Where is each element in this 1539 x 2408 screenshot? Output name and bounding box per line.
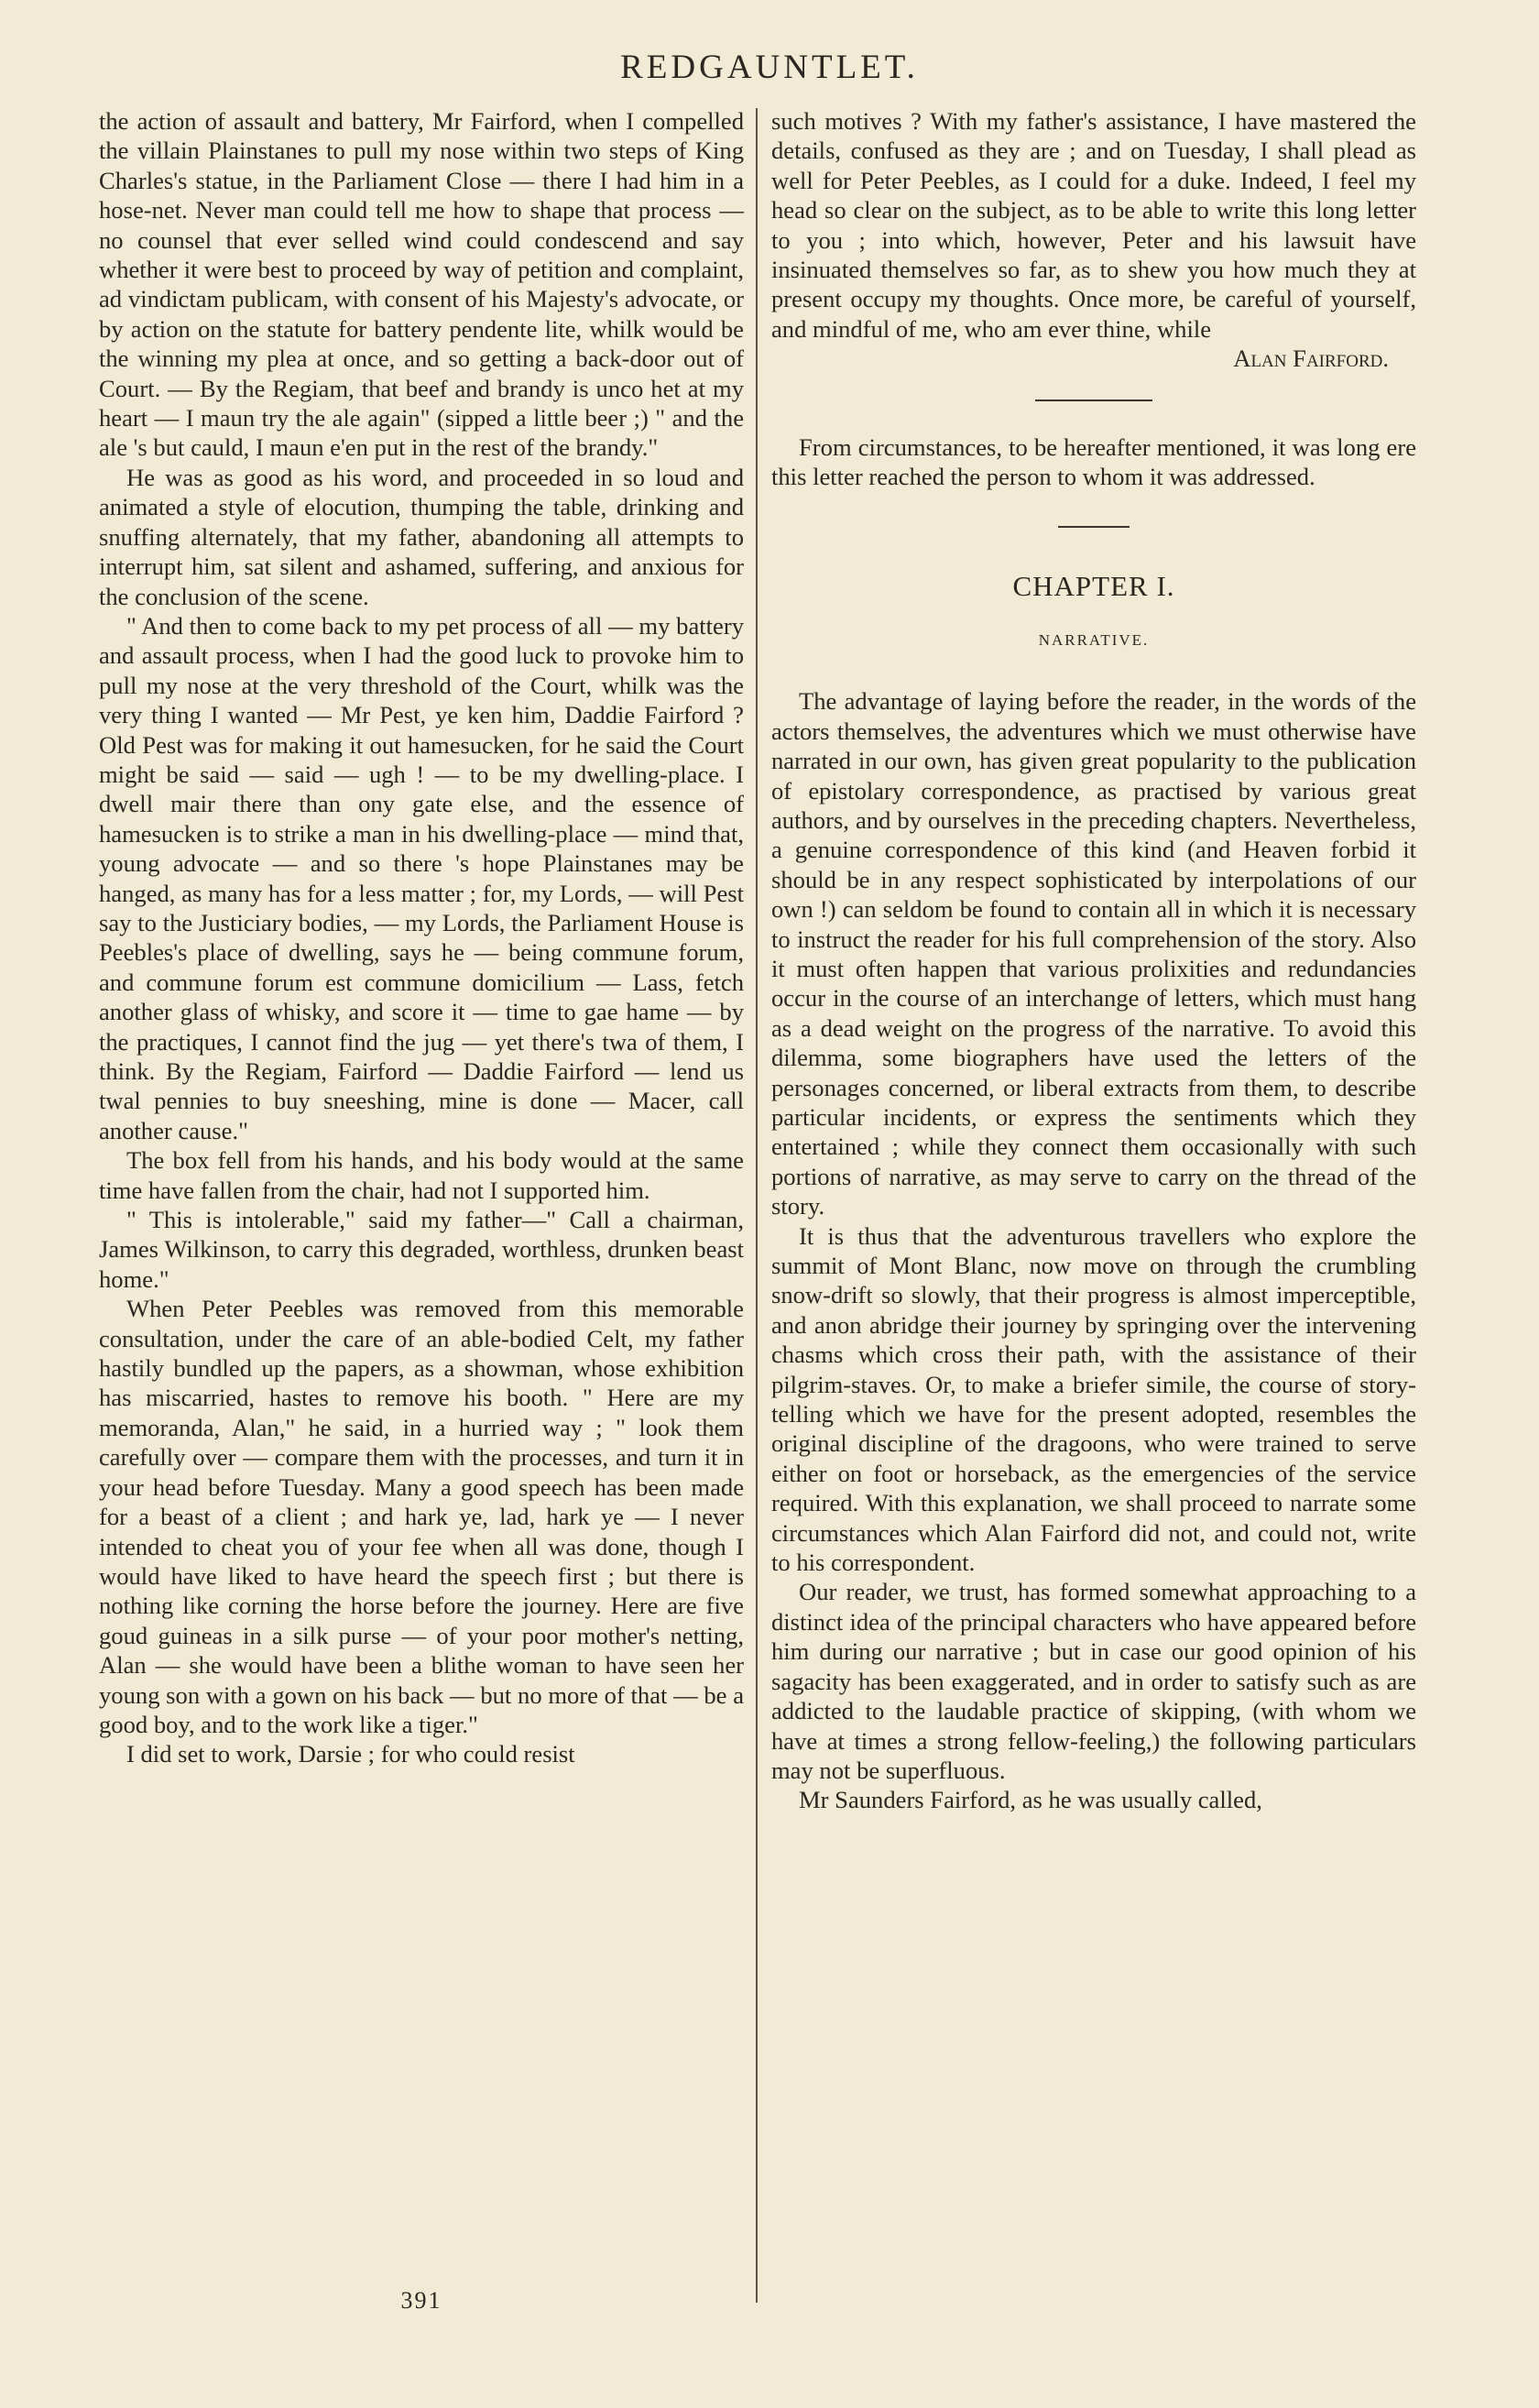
section-divider <box>1035 400 1152 401</box>
running-header: REDGAUNTLET. <box>620 49 919 86</box>
paragraph: the action of assault and battery, Mr Fairford, when I compelled the villain Plainstanes to pull my nose within two steps of King Charles's statue, in the Parliament Close — there I had him in a hose-net. Never man could tell me how to shape that process — no counsel that ever selled wind could condescend and say whether it were best to proceed by way of petition and complaint, ad vindictam publicam, with consent of his Majesty's advocate, or by action on the statute for battery pendente lite, whilk would be the winning my plea at once, and so getting a back-door out of Court. — By the Regiam, that beef and brandy is unco het at my heart — I maun try the ale again" (sipped a little beer ;) " and the ale 's but cauld, I maun e'en put in the rest of the brandy." <box>99 107 744 462</box>
paragraph: I did set to work, Darsie ; for who could resist <box>126 1740 575 1768</box>
paragraph: From circumstances, to be hereafter mentioned, it was long ere this letter reached the person to whom it was addressed. <box>771 432 1416 491</box>
chapter-title: CHAPTER I. <box>1012 570 1175 603</box>
paragraph: When Peter Peebles was removed from this memorable consultation, under the care of an able-bodied Celt, my father hastily bundled up the papers, as a showman, whose exhibition has miscarried, hastes to remove his booth. " Here are my memoranda, Alan," he said, in a hurried way ; " look them carefully over — compare them with the processes, and turn it in your head before Tuesday. Many a good speech has been made for a beast of a client ; and hark ye, lad, hark ye — I never intended to cheat you of your fee when all was done, though I would have liked to have heard the speech first ; but there is nothing like corning the horse before the journey. Here are five goud guineas in a silk purse — of your poor mother's netting, Alan — she would have been a blithe woman to have seen her young son with a gown on his back — but no more of that — be a good boy, and to the work like a tiger." <box>99 1295 744 1738</box>
chapter-subtitle: NARRATIVE. <box>1038 630 1150 649</box>
paragraph: Our reader, we trust, has formed somewhat approaching to a distinct idea of the principal characters who have appeared before him during our narrative ; but in case our good opinion of his sagacity has been exaggerated, and in order to satisfy such as are addicted to the laudable practice of skipping, (with whom we have at times a strong fellow-feeling,) the following particulars may not be superfluous. <box>771 1578 1416 1784</box>
paragraph: " This is intolerable," said my father—" Call a chairman, James Wilkinson, to carry this degraded, worthless, drunken beast home." <box>99 1206 744 1293</box>
paragraph: The advantage of laying before the reader, in the words of the actors themselves, the adventures which we must otherwise have narrated in our own, has given great popularity to the publication of epistolary correspondence, as practised by various great authors, and by ourselves in the preceding chapters. Nevertheless, a genuine correspondence of this kind (and Heaven forbid it should be in any respect sophisticated by interpolations of our own !) can seldom be found to contain all in which it is necessary to instruct the reader for his full comprehension of the story. Also it must often happen that various prolixities and redundancies occur in the course of an interchange of letters, which must hang as a dead weight on the progress of the narrative. To avoid this dilemma, some biographers have used the letters of the personages concerned, or liberal extracts from them, to describe particular incidents, or express the sentiments which they entertained ; while they connect them occasionally with such portions of narrative, as may serve to carry on the thread of the story. <box>771 687 1416 1220</box>
paragraph: It is thus that the adventurous travellers who explore the summit of Mont Blanc, now move on through the crumbling snow-drift so slowly, that their progress is almost imperceptible, and anon abridge their journey by springing over the intervening chasms which cross their path, with the assistance of their pilgrim-staves. Or, to make a briefer simile, the course of story-telling which we have for the present adopted, resembles the original discipline of the dragoons, who were trained to serve either on foot or horseback, as the emergencies of the service required. With this explanation, we shall proceed to narrate some circumstances which Alan Fairford did not, and could not, write to his correspondent. <box>771 1221 1416 1577</box>
page-number: 391 <box>400 2287 442 2314</box>
column-divider <box>756 108 758 2303</box>
chapter-divider <box>1058 526 1130 528</box>
paragraph: He was as good as his word, and proceeded in so loud and animated a style of elocution, thumping the table, drinking and snuffing alternately, that my father, abandoning all attempts to interrupt him, sat silent and ashamed, suffering, and anxious for the conclusion of the scene. <box>99 463 744 610</box>
letter-signature: Alan Fairford. <box>1233 345 1389 373</box>
left-column <box>99 106 744 1769</box>
paragraph: such motives ? With my father's assistance, I have mastered the details, confused as they are ; and on Tuesday, I shall plead as well for Peter Peebles, as I could for a duke. Indeed, I feel my head so clear on the subject, as to be able to write this long letter to you ; into which, however, Peter and his lawsuit have insinuated themselves so far, as to shew you how much they at present occupy my thoughts. Once more, be careful of yourself, and mindful of me, who am ever thine, while <box>771 107 1416 343</box>
paragraph: The box fell from his hands, and his body would at the same time have fallen from the chair, had not I supported him. <box>99 1146 744 1204</box>
right-column <box>771 106 1416 1815</box>
paragraph: Mr Saunders Fairford, as he was usually called, <box>799 1786 1262 1814</box>
paragraph: " And then to come back to my pet process of all — my battery and assault process, when I had the good luck to provoke him to pull my nose at the very threshold of the Court, whilk was the very thing I wanted — Mr Pest, ye ken him, Daddie Fairford ? Old Pest was for making it out hamesucken, for he said the Court might be said — said — ugh ! — to be my dwelling-place. I dwell mair there than ony gate else, and the essence of hamesucken is to strike a man in his dwelling-place — mind that, young advocate — and so there 's hope Plainstanes may be hanged, as many has for a less matter ; for, my Lords, — will Pest say to the Justiciary bodies, — my Lords, the Parliament House is Peebles's place of dwelling, says he — being commune forum, and commune forum est commune domicilium — Lass, fetch another glass of whisky, and score it — time to gae hame — by the practiques, I cannot find the jug — yet there's twa of them, I think. By the Regiam, Fairford — Daddie Fairford — lend us twal pennies to buy sneeshing, mine is done — Macer, call another cause." <box>99 611 744 1144</box>
